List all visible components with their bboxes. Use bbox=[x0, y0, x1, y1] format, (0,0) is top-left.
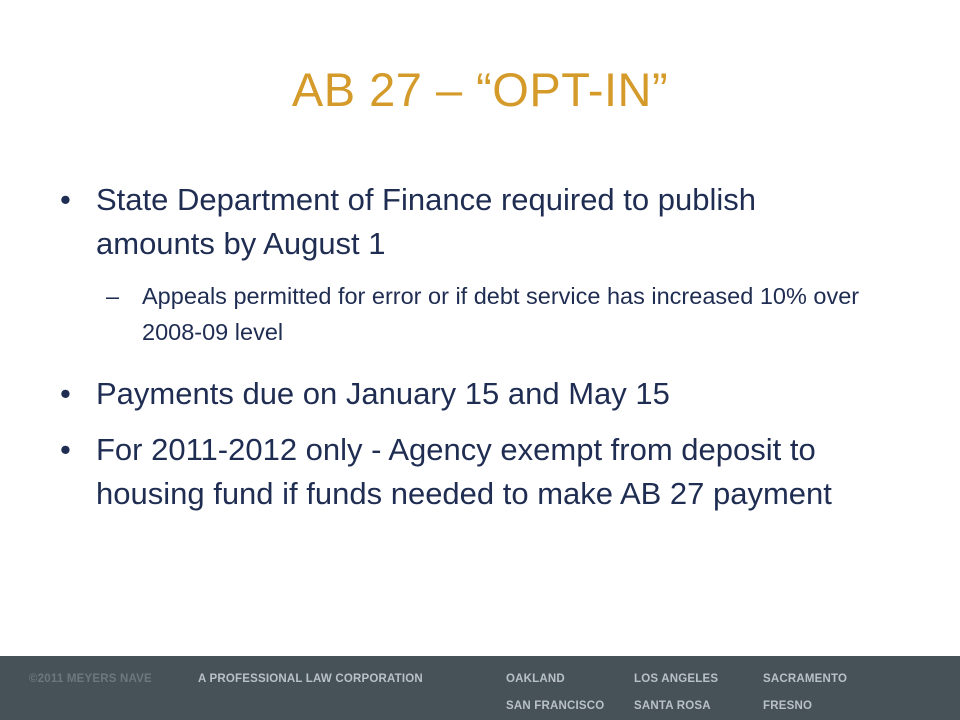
bullet-text: State Department of Finance required to publish amounts by August 1 bbox=[96, 182, 756, 261]
bullet-item bbox=[60, 178, 880, 266]
footer-bar bbox=[0, 656, 960, 720]
footer-corporation: A PROFESSIONAL LAW CORPORATION bbox=[198, 673, 423, 685]
bullet-marker: • bbox=[60, 182, 71, 217]
bullet-marker: • bbox=[60, 432, 71, 467]
bullet-item bbox=[60, 428, 880, 516]
bullet-list bbox=[60, 178, 880, 516]
slide-title: AB 27 – “OPT-IN” bbox=[291, 63, 669, 116]
bullet-item bbox=[60, 372, 880, 416]
footer-city: OAKLAND bbox=[506, 673, 565, 685]
footer-city: SAN FRANCISCO bbox=[506, 700, 605, 712]
bullet-marker: • bbox=[60, 376, 71, 411]
footer-city: LOS ANGELES bbox=[634, 673, 719, 685]
bullet-text: For 2011-2012 only - Agency exempt from deposit to housing fund if funds needed to make AB 27 payment bbox=[96, 432, 832, 511]
sub-bullet-marker: – bbox=[106, 283, 120, 309]
footer-copyright: ©2011 MEYERS NAVE bbox=[29, 673, 152, 685]
bullet-text: Payments due on January 15 and May 15 bbox=[96, 376, 670, 411]
sub-bullet-text: Appeals permitted for error or if debt service has increased 10% over 2008-09 level bbox=[142, 283, 860, 345]
footer-city: FRESNO bbox=[763, 700, 813, 712]
sub-bullet-item bbox=[60, 278, 880, 350]
footer-city: SACRAMENTO bbox=[763, 673, 848, 685]
footer-city: SANTA ROSA bbox=[634, 700, 711, 712]
